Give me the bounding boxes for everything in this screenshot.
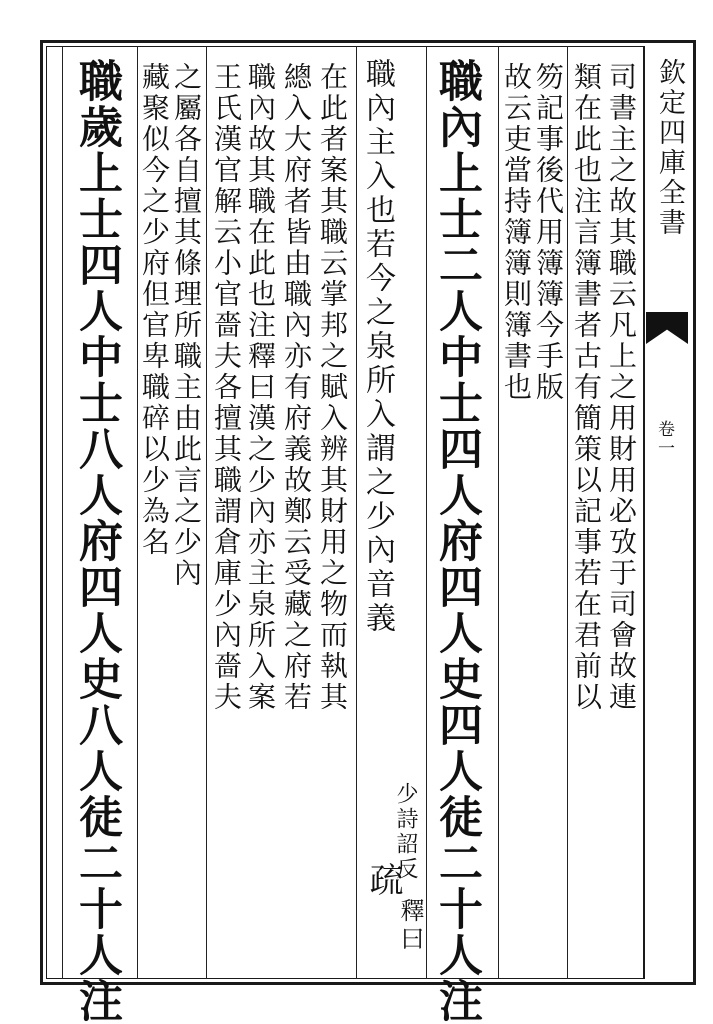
heading-zhisui: 職歲上士四人中士八人府四人史八人徒二十人注 (71, 58, 122, 1024)
column-rule (206, 46, 207, 979)
annotation-yinyi: 少詩詔反 (393, 782, 418, 882)
column-rule (567, 46, 568, 979)
text-column-9: 職內故其職在此也注釋曰漢之少內亦主泉所入案 (244, 62, 277, 713)
text-column-4: 故云吏當持簿簿則簿書也 (500, 62, 533, 403)
annotation-shiyue: 釋曰 (396, 898, 424, 954)
column-rule (62, 46, 63, 979)
column-rule (356, 46, 357, 979)
text-column-7: 在此者案其職云掌邦之賦入辨其財用之物而執其 (316, 62, 349, 713)
text-column-2: 類在此也注言簿書者古有簡策以記事若在君前以 (570, 62, 603, 713)
text-column-12: 藏聚似今之少府但官卑職碎以少為名 (138, 62, 171, 558)
book-title: 欽定四庫全書 (654, 58, 685, 238)
text-column-10: 王氏漢官解云小官嗇夫各擅其職謂倉庫少內嗇夫 (210, 62, 243, 713)
text-column-11: 之屬各自擅其條理所職主由此言之少內 (170, 62, 203, 589)
text-column-1: 司書主之故其職云凡上之用財用必攷于司會故連 (605, 62, 638, 713)
text-column-8: 總入大府者皆由職內亦有府義故鄭云受藏之府若 (280, 62, 313, 713)
heading-zhinei: 職內上士二人中士四人府四人史四人徒二十人注 (431, 58, 482, 1024)
column-rule (498, 46, 499, 979)
column-rule (426, 46, 427, 979)
shu-marker: 疏 (363, 862, 403, 896)
text-column-3: 笏記事後代用簿簿今手版 (532, 62, 565, 403)
volume-label: 卷一 (654, 420, 674, 458)
text-column-6: 職內主入也若今之泉所入謂之少內音義 (360, 58, 395, 636)
